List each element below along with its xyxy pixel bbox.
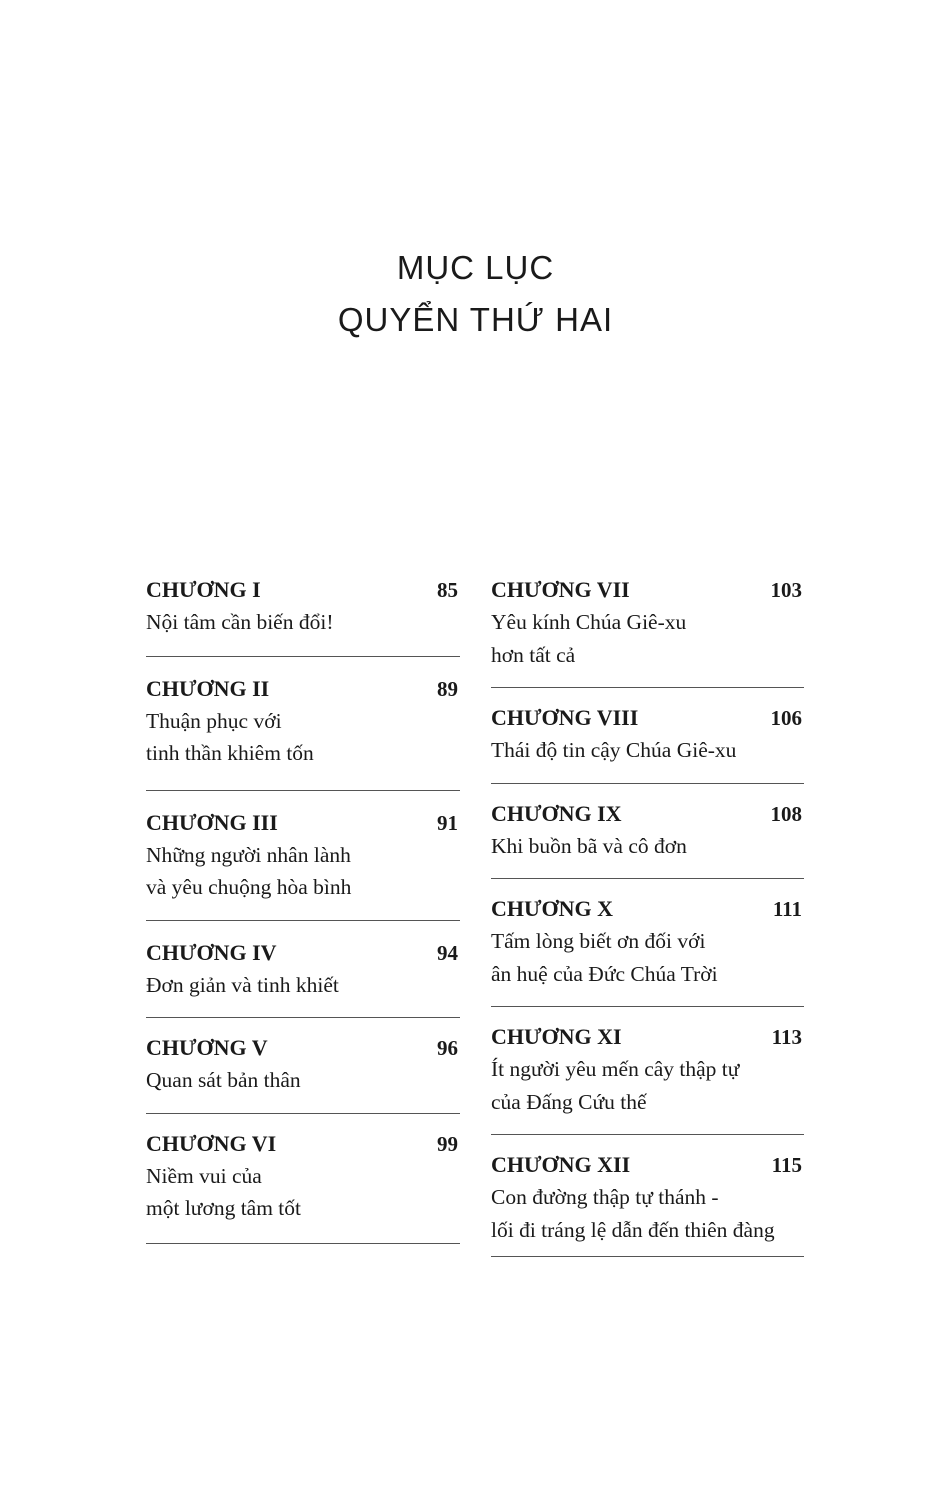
toc-entry-header	[491, 893, 804, 925]
toc-entry-header	[491, 1149, 804, 1181]
page-number: 111	[772, 897, 802, 921]
toc-entry-header	[146, 1032, 460, 1064]
chapter-label: CHƯƠNG XI	[491, 1024, 622, 1049]
toc-entry-header	[491, 1021, 804, 1053]
toc-entry-header	[491, 702, 804, 734]
toc-entry[interactable]	[491, 574, 804, 688]
chapter-label: CHƯƠNG VI	[146, 1130, 277, 1156]
chapter-title-line: Đơn giản và tinh khiết	[146, 972, 339, 997]
chapter-title-line: Ít người yêu mến cây thập tự	[491, 1057, 740, 1081]
toc-entry[interactable]	[491, 879, 804, 1007]
toc-entry[interactable]	[491, 784, 804, 880]
toc-entry[interactable]	[146, 1018, 460, 1114]
page-number: 85	[437, 578, 458, 602]
chapter-title-line: ân huệ của Đức Chúa Trời	[491, 961, 718, 986]
page-number: 115	[771, 1153, 802, 1177]
chapter-label: CHƯƠNG II	[146, 675, 270, 701]
toc-title	[0, 242, 951, 346]
page-number: 106	[770, 706, 802, 730]
chapter-title-line: Thái độ tin cậy Chúa Giê-xu	[491, 738, 737, 762]
toc-entry[interactable]	[491, 1007, 804, 1135]
toc-right-column	[491, 574, 804, 1257]
toc-entry[interactable]	[146, 657, 460, 791]
chapter-label: CHƯƠNG XII	[491, 1152, 631, 1177]
toc-entry[interactable]	[491, 688, 804, 784]
toc-entry[interactable]	[491, 1135, 804, 1257]
toc-entry-header	[146, 1128, 460, 1160]
chapter-title-line: Những người nhân lành	[146, 842, 351, 867]
page-number: 108	[770, 801, 802, 826]
chapter-title-line: Khi buồn bã và cô đơn	[491, 833, 687, 858]
page-number: 96	[437, 1036, 458, 1060]
toc-left-column	[146, 574, 460, 1244]
chapter-label: CHƯƠNG V	[146, 1035, 268, 1060]
chapter-title-line: của Đấng Cứu thế	[491, 1089, 647, 1114]
toc-entry[interactable]	[146, 574, 460, 657]
chapter-title-line: Yêu kính Chúa Giê-xu	[491, 610, 687, 634]
chapter-title-line: tinh thần khiêm tốn	[146, 741, 314, 765]
toc-title-line-2: QUYỂN THỨ HAI	[337, 301, 614, 338]
toc-title-line-1: MỤC LỤC	[396, 249, 555, 286]
page-number: 103	[770, 578, 802, 602]
toc-entry[interactable]	[146, 921, 460, 1019]
chapter-label: CHƯƠNG IV	[146, 939, 277, 965]
page-number: 94	[437, 940, 458, 965]
chapter-title-line: Quan sát bản thân	[146, 1068, 301, 1092]
toc-entry-header	[146, 807, 460, 839]
toc-entry-header	[146, 673, 460, 705]
chapter-title-line: Niềm vui của	[146, 1163, 262, 1188]
toc-entry-header	[491, 798, 804, 830]
chapter-title-line: lối đi tráng lệ dẫn đến thiên đàng	[491, 1217, 775, 1242]
page-number: 89	[437, 676, 458, 701]
chapter-title-line: Tấm lòng biết ơn đối với	[491, 929, 706, 953]
chapter-title-line: Thuận phục với	[146, 708, 282, 733]
page-number: 99	[437, 1131, 458, 1156]
chapter-label: CHƯƠNG III	[146, 809, 278, 835]
chapter-title-line: Nội tâm cần biến đổi!	[146, 610, 334, 634]
chapter-label: CHƯƠNG VIII	[491, 705, 639, 730]
chapter-title-line: hơn tất cả	[491, 642, 576, 667]
toc-entry[interactable]	[146, 1114, 460, 1244]
toc-entry[interactable]	[146, 791, 460, 921]
toc-entry-header	[491, 574, 804, 606]
chapter-label: CHƯƠNG I	[146, 577, 261, 602]
chapter-title-line: một lương tâm tốt	[146, 1196, 302, 1220]
page-number: 91	[437, 810, 458, 835]
chapter-label: CHƯƠNG VII	[491, 577, 630, 602]
toc-entry-header	[146, 937, 460, 969]
toc-entry-header	[146, 574, 460, 606]
page-number: 113	[771, 1025, 802, 1049]
chapter-title-line: và yêu chuộng hòa bình	[146, 875, 352, 899]
chapter-label: CHƯƠNG IX	[491, 800, 622, 826]
chapter-label: CHƯƠNG X	[491, 896, 614, 921]
chapter-title-line: Con đường thập tự thánh -	[491, 1185, 719, 1209]
